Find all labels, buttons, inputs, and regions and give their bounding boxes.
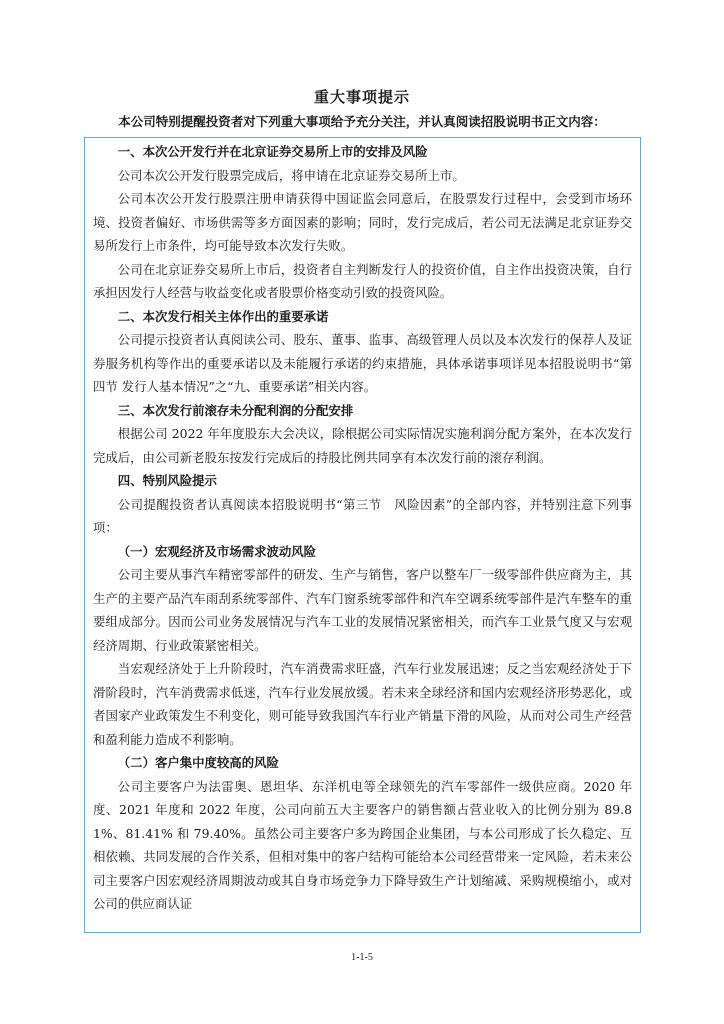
- paragraph: 根据公司 2022 年年度股东大会决议，除根据公司实际情况实施利润分配方案外，在本次发行完成后，由公司新老股东按发行完成后的持股比例共同享有本次发行前的滚存利润。: [93, 426, 632, 465]
- content-box: [84, 137, 641, 933]
- paragraph: 公司在北京证券交易所上市后，投资者自主判断发行人的投资价值，自主作出投资决策，自行承担因发行人经营与收益变化或者股票价格变动引致的投资风险。: [93, 261, 632, 300]
- section-heading: 四、特别风险提示: [117, 473, 217, 488]
- section-heading: （二）客户集中度较高的风险: [117, 755, 279, 770]
- page-subtitle: 本公司特别提醒投资者对下列重大事项给予充分关注，并认真阅读招股说明书正文内容：: [118, 114, 606, 129]
- section-heading: （一）宏观经济及市场需求波动风险: [117, 543, 317, 559]
- paragraph: 公司主要从事汽车精密零部件的研发、生产与销售，客户以整车厂一级零部件供应商为主，其生产的主要产品汽车雨刮系统零部件、汽车门窗系统零部件和汽车空调系统零部件是汽车整车的重要组成部分。因而公司业务发展情况与汽车工业的发展情况紧密相关，而汽车工业景气度又与宏观经济周期、行业政策紧密相关。: [93, 567, 632, 653]
- page-number: 1-1-5: [351, 952, 373, 963]
- paragraph: 公司主要客户为法雷奥、恩坦华、东洋机电等全球领先的汽车零部件一级供应商。2020 年度、2021 年度和 2022 年度，公司向前五大主要客户的销售额占营业收入的比例分别为 89.81%、81.41% 和 79.40%。虽然公司主要客户多为跨国企业集团，与本公司形成了长久稳定、互相依赖、共同发展的合作关系，但相对集中的客户结构可能给本公司经营带来一定风险，若未来公司主要客户因宏观经济周期波动或其自身市场竞争力下降导致生产计划缩减、采购规模缩小，或对公司的供应商认证: [93, 778, 632, 911]
- paragraph: 公司本次公开发行股票注册申请获得中国证监会同意后，在股票发行过程中，会受到市场环境、投资者偏好、市场供需等多方面因素的影响；同时，发行完成后，若公司无法满足北京证券交易所发行上市条件，均可能导致本次发行失败。: [93, 191, 632, 253]
- page-title: 重大事项提示: [313, 88, 410, 106]
- paragraph: 公司提醒投资者认真阅读本招股说明书“第三节 风险因素”的全部内容，并特别注意下列事项：: [93, 496, 632, 535]
- section-heading: 二、本次发行相关主体作出的重要承诺: [117, 308, 329, 324]
- paragraph: 公司提示投资者认真阅读公司、股东、董事、监事、高级管理人员以及本次发行的保荐人及证券服务机构等作出的重要承诺以及未能履行承诺的约束措施，具体承诺事项详见本招股说明书“第四节 发行人基本情况”之“九、重要承诺”相关内容。: [93, 332, 632, 394]
- section-heading: 一、本次公开发行并在北京证券交易所上市的安排及风险: [117, 144, 428, 159]
- paragraph: 公司本次公开发行股票完成后，将申请在北京证券交易所上市。: [117, 167, 465, 183]
- paragraph: 当宏观经济处于上升阶段时，汽车消费需求旺盛，汽车行业发展迅速；反之当宏观经济处于下滑阶段时，汽车消费需求低迷，汽车行业发展放缓。若未来全球经济和国内宏观经济形势恶化，或者国家产业政策发生不利变化，则可能导致我国汽车行业产销量下滑的风险，从而对公司生产经营和盈利能力造成不利影响。: [93, 661, 632, 747]
- section-heading: 三、本次发行前滚存未分配利润的分配安排: [117, 402, 354, 418]
